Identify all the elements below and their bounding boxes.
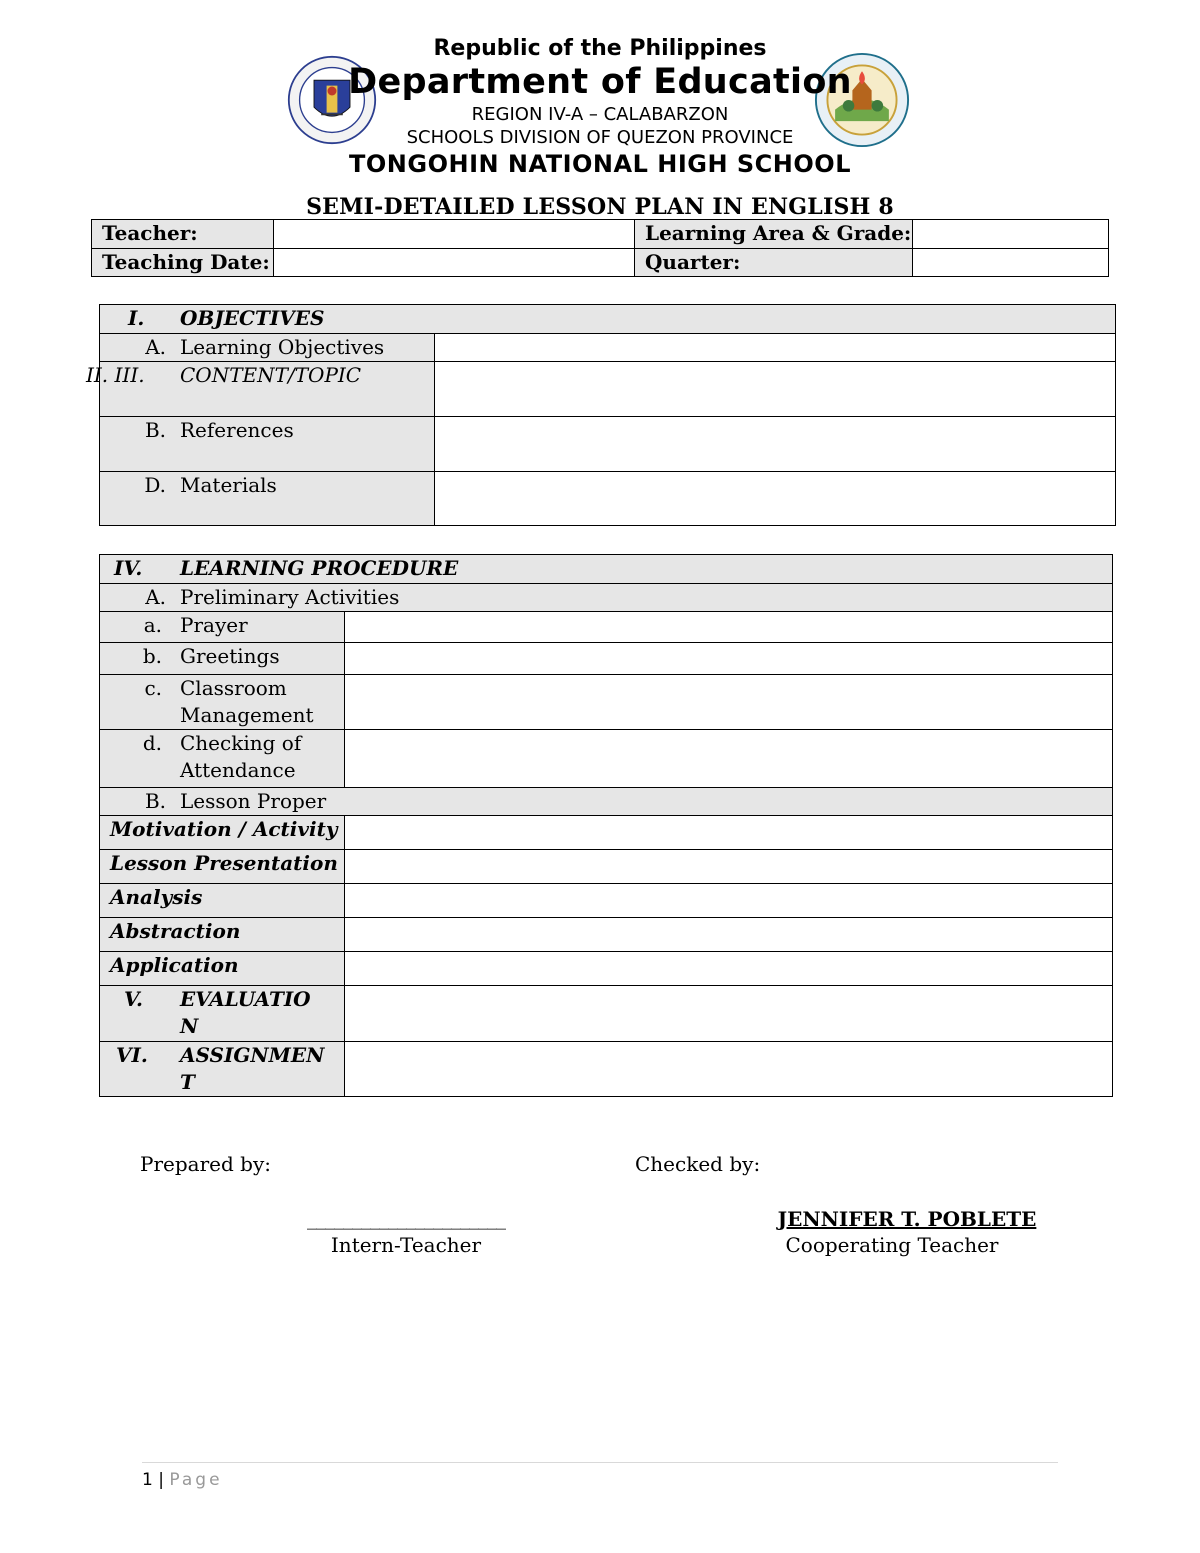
- quarter-field[interactable]: [913, 249, 1108, 276]
- intern-signature-line: ______________________: [307, 1206, 505, 1230]
- materials-label: Materials: [180, 473, 277, 497]
- presentation-field[interactable]: [345, 850, 1112, 884]
- assignment-row: [100, 1042, 345, 1096]
- abstraction-label: Abstraction: [100, 918, 345, 952]
- content-topic-row: [86, 362, 435, 417]
- learning-objectives-num: A.: [145, 335, 166, 359]
- application-field[interactable]: [345, 952, 1112, 986]
- objectives-section-row: [100, 305, 1115, 334]
- greetings-num: b.: [142, 644, 162, 668]
- checked-by-label: Checked by:: [635, 1152, 761, 1176]
- lesson-proper-row: [100, 788, 1112, 816]
- division-heading: SCHOOLS DIVISION OF QUEZON PROVINCE: [406, 127, 794, 148]
- lesson-proper-num: B.: [144, 789, 166, 813]
- cooperating-teacher-name: JENNIFER T. POBLETE: [777, 1207, 1037, 1231]
- attendance-label-line-1: Checking of: [180, 731, 302, 755]
- teaching-date-label: Teaching Date:: [92, 249, 274, 276]
- greetings-row: [100, 643, 345, 675]
- analysis-label: Analysis: [100, 884, 345, 918]
- evaluation-row: [100, 986, 345, 1042]
- prayer-field[interactable]: [345, 612, 1112, 643]
- classroom-row: [100, 675, 345, 730]
- learning-objectives-field[interactable]: [435, 334, 1115, 362]
- lesson-proper-label: Lesson Proper: [180, 789, 327, 813]
- info-table: [91, 219, 1109, 277]
- prayer-row: [100, 612, 345, 643]
- objectives-num: I.: [128, 306, 145, 330]
- presentation-label: Lesson Presentation: [100, 850, 345, 884]
- content-topic-field[interactable]: [435, 362, 1115, 417]
- quarter-label: Quarter:: [635, 249, 913, 276]
- page-separator: |: [158, 1470, 164, 1490]
- preliminary-label: Preliminary Activities: [180, 585, 400, 609]
- references-field[interactable]: [435, 417, 1115, 472]
- intern-role: Intern-Teacher: [330, 1233, 482, 1257]
- analysis-field[interactable]: [345, 884, 1112, 918]
- motivation-field[interactable]: [345, 816, 1112, 850]
- prayer-num: a.: [143, 613, 162, 637]
- attendance-row: [100, 730, 345, 788]
- classroom-label-line-2: Management: [180, 703, 314, 727]
- references-row: [100, 417, 435, 472]
- teaching-date-field[interactable]: [274, 249, 635, 276]
- prepared-by-label: Prepared by:: [140, 1152, 271, 1176]
- materials-row: [100, 472, 435, 525]
- objectives-label: OBJECTIVES: [180, 306, 325, 330]
- procedure-label: LEARNING PROCEDURE: [180, 556, 459, 580]
- procedure-num: IV.: [114, 556, 143, 580]
- school-heading: TONGOHIN NATIONAL HIGH SCHOOL: [349, 150, 851, 178]
- references-label: References: [180, 418, 294, 442]
- assignment-label-line-2: T: [180, 1070, 195, 1094]
- prayer-label: Prayer: [180, 613, 248, 637]
- assignment-num: VI.: [116, 1043, 148, 1067]
- evaluation-num: V.: [124, 987, 143, 1011]
- abstraction-field[interactable]: [345, 918, 1112, 952]
- greetings-field[interactable]: [345, 643, 1112, 675]
- materials-num: D.: [144, 473, 166, 497]
- evaluation-field[interactable]: [345, 986, 1112, 1042]
- attendance-num: d.: [142, 731, 162, 755]
- cooperating-teacher-role: Cooperating Teacher: [785, 1233, 999, 1257]
- preliminary-row: [100, 584, 1112, 612]
- application-label: Application: [100, 952, 345, 986]
- page-number: 1: [142, 1470, 153, 1490]
- evaluation-label-line-2: N: [180, 1014, 199, 1038]
- assignment-field[interactable]: [345, 1042, 1112, 1096]
- materials-field[interactable]: [435, 472, 1115, 525]
- teacher-label: Teacher:: [92, 220, 274, 249]
- content-topic-label: CONTENT/TOPIC: [180, 363, 362, 387]
- classroom-label-line-1: Classroom: [180, 676, 287, 700]
- learning-objectives-row: [100, 334, 435, 362]
- content-topic-num: II. III.: [86, 363, 145, 387]
- greetings-label: Greetings: [180, 644, 280, 668]
- preliminary-num: A.: [145, 585, 166, 609]
- footer-divider: [142, 1462, 1058, 1463]
- evaluation-label-line-1: EVALUATIO: [180, 987, 311, 1011]
- lesson-plan-title: SEMI-DETAILED LESSON PLAN IN ENGLISH 8: [306, 194, 894, 220]
- learning-objectives-label: Learning Objectives: [180, 335, 385, 359]
- classroom-field[interactable]: [345, 675, 1112, 730]
- procedure-section-row: [100, 555, 1112, 584]
- motivation-label: Motivation / Activity: [100, 816, 345, 850]
- region-heading: REGION IV-A – CALABARZON: [471, 104, 729, 125]
- assignment-label-line-1: ASSIGNMEN: [180, 1043, 325, 1067]
- learning-area-field[interactable]: [913, 220, 1108, 249]
- attendance-field[interactable]: [345, 730, 1112, 788]
- teacher-field[interactable]: [274, 220, 635, 249]
- learning-area-label: Learning Area & Grade:: [635, 220, 913, 249]
- references-num: B.: [144, 418, 166, 442]
- department-heading: Department of Education: [348, 62, 852, 102]
- page-footer: [142, 1470, 223, 1490]
- classroom-num: c.: [144, 676, 162, 700]
- page-word: Page: [169, 1470, 223, 1490]
- republic-heading: Republic of the Philippines: [433, 36, 767, 61]
- attendance-label-line-2: Attendance: [180, 758, 296, 782]
- objectives-table: [86, 304, 1116, 526]
- procedure-table: [99, 554, 1113, 1097]
